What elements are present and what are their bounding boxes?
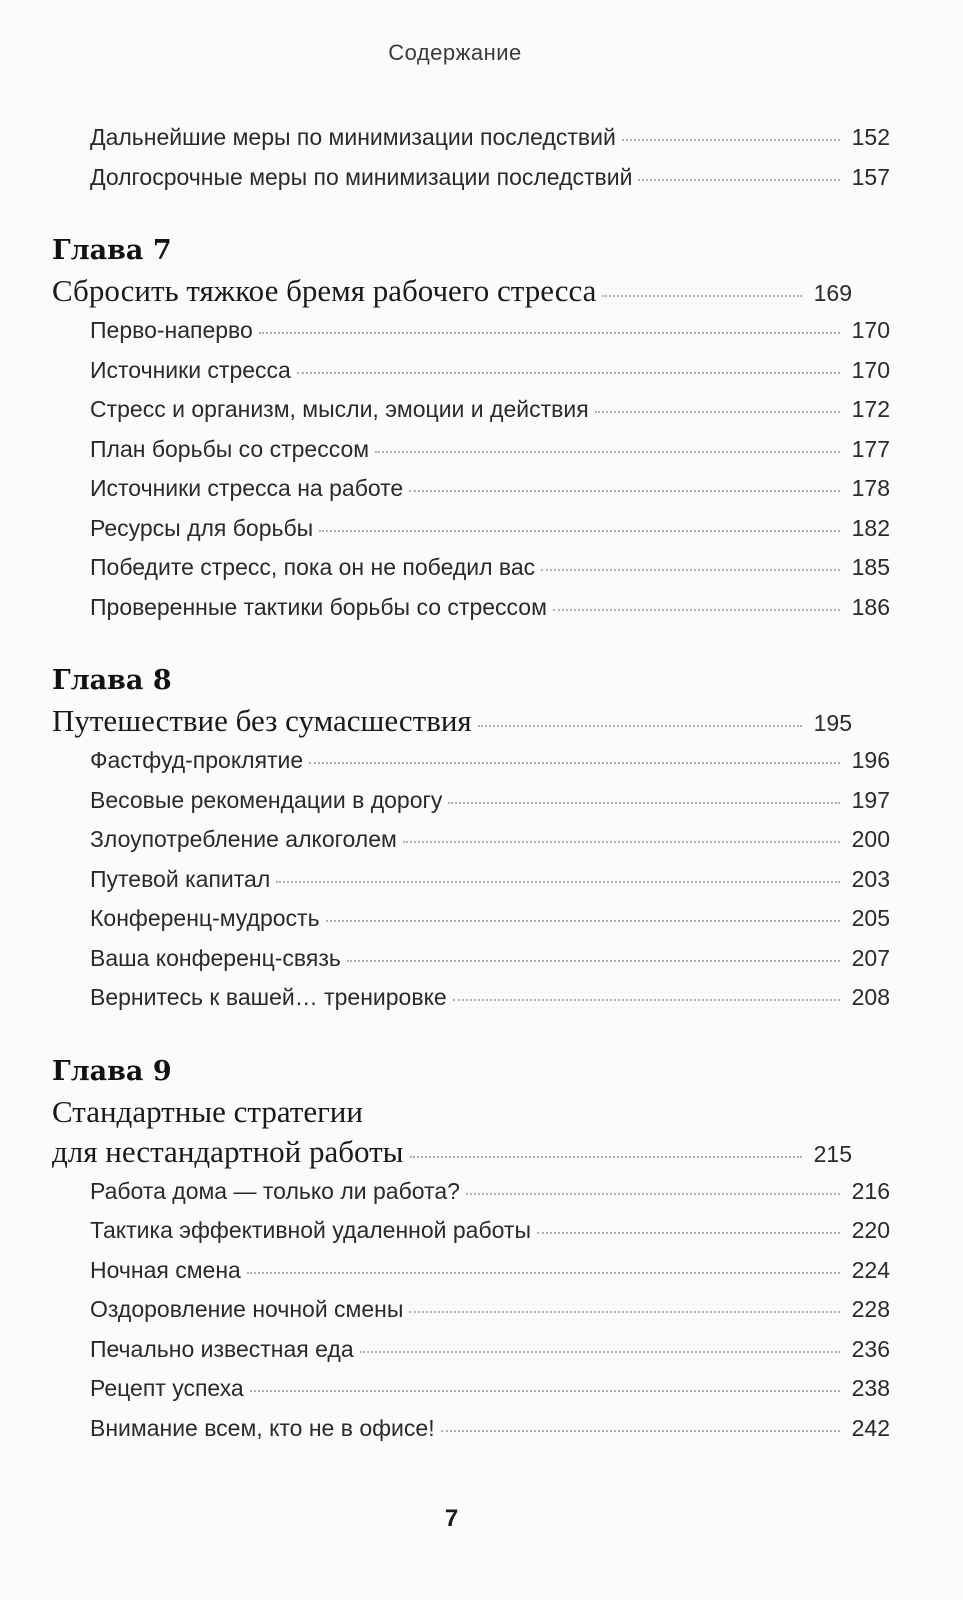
dot-leader	[319, 530, 840, 532]
chapter-title-title: Путешествие без сумасшествия	[52, 703, 472, 738]
toc-entry-title: Долгосрочные меры по минимизации последствий	[90, 163, 633, 190]
toc-entry-title: Проверенные тактики борьбы со стрессом	[90, 593, 547, 620]
table-of-contents	[52, 118, 890, 1448]
toc-entry-title: Конференц-мудрость	[90, 905, 320, 931]
toc-entry	[52, 860, 890, 900]
dot-leader	[410, 1156, 802, 1158]
toc-entry-page: 157	[851, 163, 890, 190]
toc-entry-page: 216	[851, 1177, 890, 1204]
toc-entry-title: Ресурсы для борьбы	[90, 514, 314, 541]
toc-entry	[52, 158, 890, 198]
toc-entry	[52, 820, 890, 860]
toc-entry-title: Путевой капитал	[90, 865, 271, 892]
dot-leader	[553, 609, 840, 611]
chapter-title-page: 169	[813, 280, 852, 306]
toc-entry-title: Злоупотребление алкоголем	[90, 826, 397, 852]
dot-leader	[326, 920, 840, 922]
toc-entry-page: 185	[851, 554, 890, 580]
dot-leader	[595, 411, 840, 413]
toc-entry-title: Вернитесь к вашей… тренировке	[90, 984, 447, 1010]
toc-entry-page: 228	[851, 1296, 890, 1322]
dot-leader	[276, 881, 840, 883]
toc-entry-title: Ваша конференц-связь	[90, 944, 341, 971]
toc-entry-title: Весовые рекомендации в дорогу	[90, 786, 443, 813]
chapter-title-line: Стандартные стратегии	[52, 1093, 363, 1129]
dot-leader	[309, 762, 840, 764]
toc-entry-title: Печально известная еда	[90, 1335, 354, 1362]
toc-entry-page: 186	[851, 593, 890, 620]
dot-leader	[622, 139, 840, 141]
dot-leader	[409, 1311, 840, 1313]
toc-entry	[52, 469, 890, 509]
toc-entry-page: 178	[851, 475, 890, 501]
toc-entry	[52, 390, 890, 430]
toc-entry	[52, 939, 890, 979]
toc-entry-page: 182	[851, 514, 890, 541]
running-header: Содержание	[388, 40, 522, 65]
toc-entry-title: Оздоровление ночной смены	[90, 1296, 404, 1322]
toc-entry-page: 152	[851, 124, 890, 150]
dot-leader	[247, 1272, 840, 1274]
toc-entry-title: Рецепт успеха	[90, 1375, 244, 1401]
toc-entry-page: 196	[851, 747, 890, 773]
toc-entry	[52, 1251, 890, 1291]
dot-leader	[537, 1232, 840, 1234]
toc-entry-title: Ночная смена	[90, 1256, 241, 1283]
dot-leader	[259, 332, 840, 334]
dot-leader	[347, 960, 840, 962]
toc-entry	[52, 548, 890, 588]
chapter-title	[52, 1132, 852, 1172]
toc-entry	[52, 1409, 890, 1449]
toc-entry-title: Внимание всем, кто не в офисе!	[90, 1414, 435, 1441]
dot-leader	[602, 295, 802, 297]
dot-leader	[466, 1193, 840, 1195]
toc-entry-page: 236	[851, 1335, 890, 1362]
chapter-title-title: Сбросить тяжкое бремя рабочего стресса	[52, 273, 597, 308]
toc-entry-page: 238	[851, 1375, 890, 1401]
toc-entry	[52, 781, 890, 821]
toc-entry	[52, 351, 890, 391]
toc-entry	[52, 1369, 890, 1409]
chapter-title-title: для нестандартной работы	[52, 1133, 404, 1169]
dot-leader	[375, 451, 840, 453]
chapter-label: Глава 8	[52, 665, 172, 696]
chapter-title	[52, 701, 852, 741]
toc-entry	[52, 978, 890, 1018]
page-number: 7	[444, 1505, 459, 1532]
chapter-label: Глава 7	[52, 235, 172, 266]
toc-entry-page: 170	[851, 317, 890, 343]
toc-entry-title: Дальнейшие меры по минимизации последствий	[90, 124, 616, 150]
toc-entry-page: 220	[851, 1217, 890, 1243]
toc-entry	[52, 1290, 890, 1330]
dot-leader	[448, 802, 840, 804]
toc-entry-page: 242	[851, 1414, 890, 1441]
dot-leader	[453, 999, 840, 1001]
toc-entry-page: 203	[851, 865, 890, 892]
toc-entry	[52, 118, 890, 158]
toc-entry-title: Тактика эффективной удаленной работы	[90, 1217, 531, 1243]
toc-entry-page: 170	[851, 356, 890, 383]
toc-entry-title: Работа дома — только ли работа?	[90, 1177, 460, 1204]
dot-leader	[403, 841, 840, 843]
toc-entry	[52, 509, 890, 549]
toc-entry	[52, 899, 890, 939]
toc-entry-title: Победите стресс, пока он не победил вас	[90, 554, 536, 580]
dot-leader	[638, 179, 840, 181]
toc-entry	[52, 430, 890, 470]
dot-leader	[360, 1351, 840, 1353]
toc-entry-page: 197	[851, 786, 890, 813]
dot-leader	[409, 490, 840, 492]
toc-entry-title: Источники стресса на работе	[90, 475, 404, 501]
toc-entry-page: 208	[851, 984, 890, 1010]
toc-entry	[52, 1172, 890, 1212]
chapter-title	[52, 271, 852, 311]
toc-entry-title: Фастфуд-проклятие	[90, 747, 304, 773]
toc-entry-page: 172	[851, 396, 890, 422]
toc-entry-title: Стресс и организм, мысли, эмоции и действия	[90, 396, 589, 422]
dot-leader	[250, 1390, 840, 1392]
toc-entry-title: Перво-наперво	[90, 317, 253, 343]
toc-entry-title: Источники стресса	[90, 356, 291, 383]
dot-leader	[297, 372, 840, 374]
toc-entry	[52, 311, 890, 351]
toc-entry-page: 207	[851, 944, 890, 971]
toc-entry	[52, 588, 890, 628]
toc-entry-title: План борьбы со стрессом	[90, 435, 370, 462]
dot-leader	[441, 1430, 840, 1432]
toc-entry-page: 177	[851, 435, 890, 462]
chapter-title-page: 215	[813, 1140, 852, 1167]
chapter-title-page: 195	[813, 710, 852, 736]
toc-entry-page: 200	[851, 826, 890, 852]
toc-entry-page: 224	[851, 1256, 890, 1283]
chapter-label: Глава 9	[52, 1055, 172, 1087]
dot-leader	[541, 569, 840, 571]
toc-entry	[52, 1330, 890, 1370]
toc-entry-page: 205	[851, 905, 890, 931]
dot-leader	[478, 725, 802, 727]
toc-entry	[52, 1211, 890, 1251]
toc-entry	[52, 741, 890, 781]
